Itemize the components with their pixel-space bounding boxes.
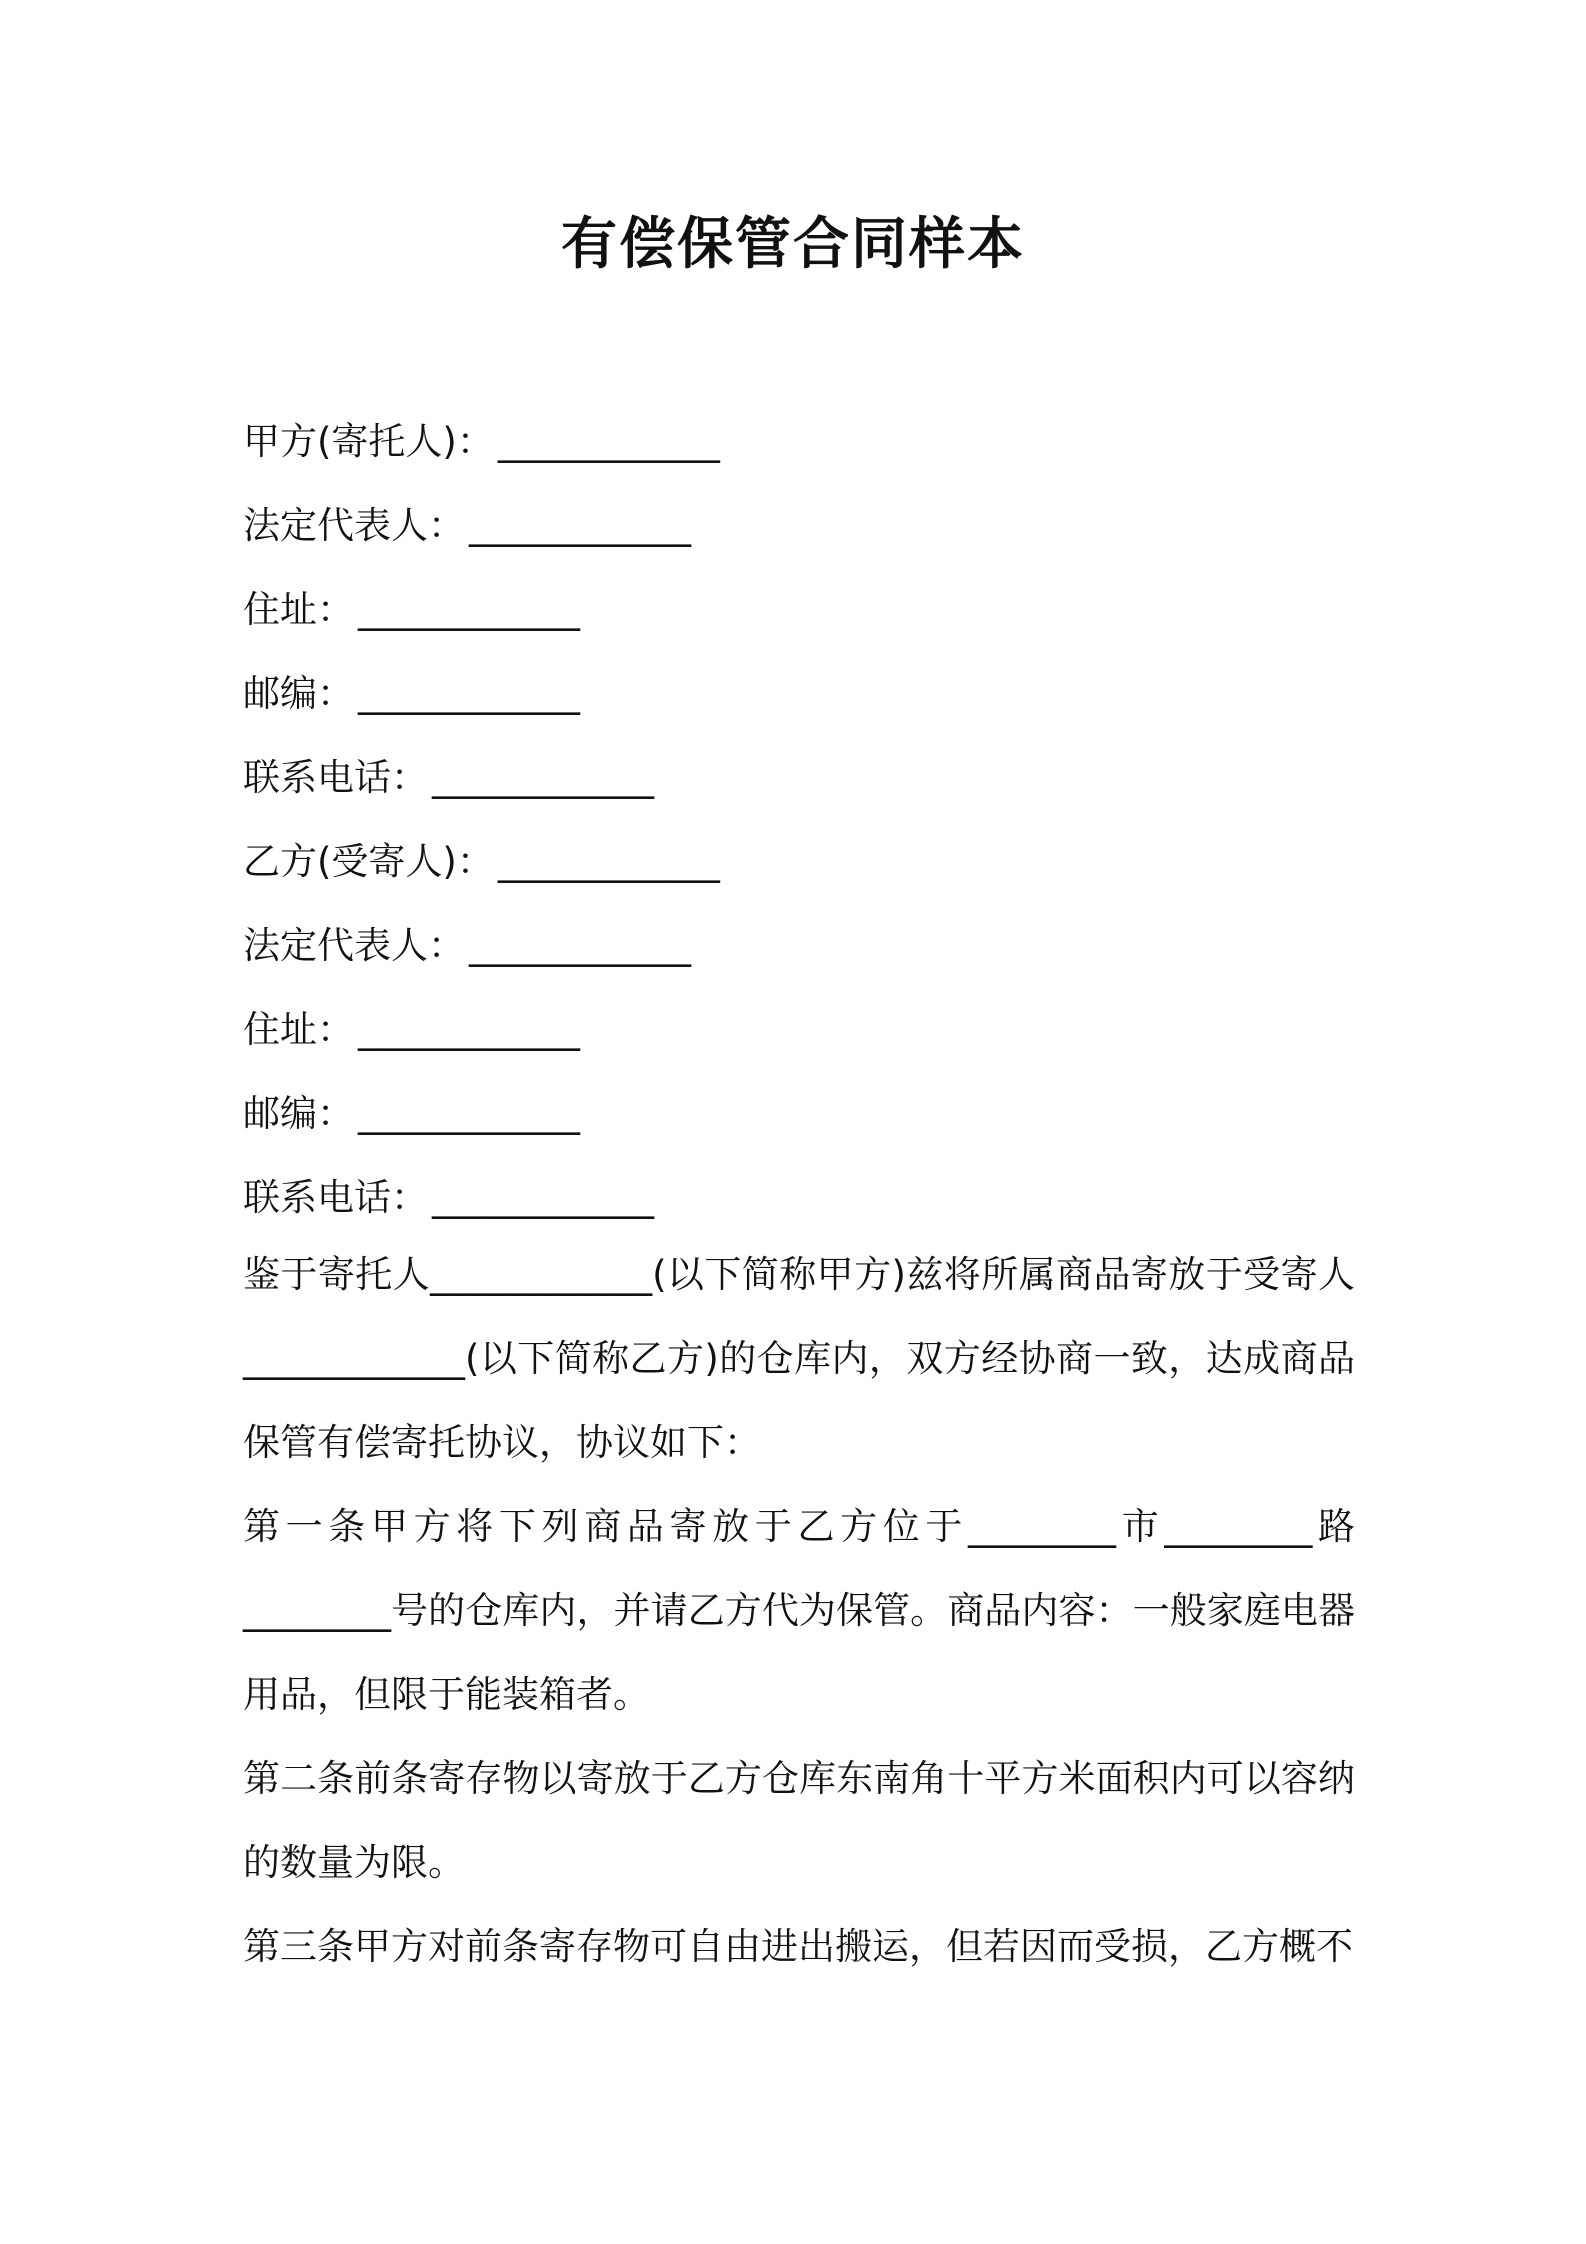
party-b-postcode-label: 邮编： bbox=[243, 1092, 354, 1135]
party-b-name-blank: ____________ bbox=[497, 840, 720, 883]
party-b-phone-blank: ____________ bbox=[432, 1176, 654, 1219]
preamble-paragraph: 鉴于寄托人____________(以下简称甲方)兹将所属商品寄放于受寄人____________(以下简称乙方)的仓库内，双方经协商一致，达成商品保管有偿寄托协议，协议如下： bbox=[243, 1253, 1355, 1464]
party-b-address-label: 住址： bbox=[243, 1008, 354, 1051]
party-a-address-blank: ____________ bbox=[358, 588, 580, 631]
party-a-rep-blank: ____________ bbox=[469, 504, 691, 547]
party-a-name-label: 甲方(寄托人)： bbox=[243, 420, 494, 463]
party-b-address-line bbox=[243, 988, 1353, 1072]
party-b-name-label: 乙方(受寄人)： bbox=[243, 840, 494, 883]
party-a-address-line bbox=[243, 568, 1353, 652]
party-b-rep-blank: ____________ bbox=[469, 924, 691, 967]
party-a-name-blank: ____________ bbox=[497, 420, 720, 463]
party-b-postcode-line bbox=[243, 1072, 1353, 1156]
party-a-postcode-line bbox=[243, 652, 1353, 736]
parties-section bbox=[243, 400, 1353, 1240]
party-b-rep-line bbox=[243, 904, 1353, 988]
party-a-postcode-blank: ____________ bbox=[358, 672, 580, 715]
article-2-paragraph: 第二条前条寄存物以寄放于乙方仓库东南角十平方米面积内可以容纳的数量为限。 bbox=[243, 1757, 1355, 1884]
party-a-name-line bbox=[243, 400, 1353, 484]
article-3-paragraph: 第三条甲方对前条寄存物可自由进出搬运，但若因而受损，乙方概不 bbox=[243, 1925, 1353, 1968]
party-a-address-label: 住址： bbox=[243, 588, 354, 631]
document-title: 有偿保管合同样本 bbox=[561, 212, 1025, 277]
party-b-phone-label: 联系电话： bbox=[243, 1176, 428, 1219]
party-a-phone-line bbox=[243, 736, 1353, 820]
party-a-postcode-label: 邮编： bbox=[243, 672, 354, 715]
contract-body bbox=[243, 1233, 1355, 1989]
party-b-name-line bbox=[243, 820, 1353, 904]
party-b-address-blank: ____________ bbox=[358, 1008, 580, 1051]
party-b-rep-label: 法定代表人： bbox=[243, 924, 465, 967]
party-a-phone-label: 联系电话： bbox=[243, 756, 428, 799]
party-a-phone-blank: ____________ bbox=[432, 756, 654, 799]
party-a-rep-line bbox=[243, 484, 1353, 568]
party-a-rep-label: 法定代表人： bbox=[243, 504, 465, 547]
party-b-phone-line bbox=[243, 1156, 1353, 1240]
party-b-postcode-blank: ____________ bbox=[358, 1092, 580, 1135]
article-1-paragraph: 第一条甲方将下列商品寄放于乙方位于________市________路________号的仓库内，并请乙方代为保管。商品内容：一般家庭电器用品，但限于能装箱者。 bbox=[243, 1505, 1355, 1716]
